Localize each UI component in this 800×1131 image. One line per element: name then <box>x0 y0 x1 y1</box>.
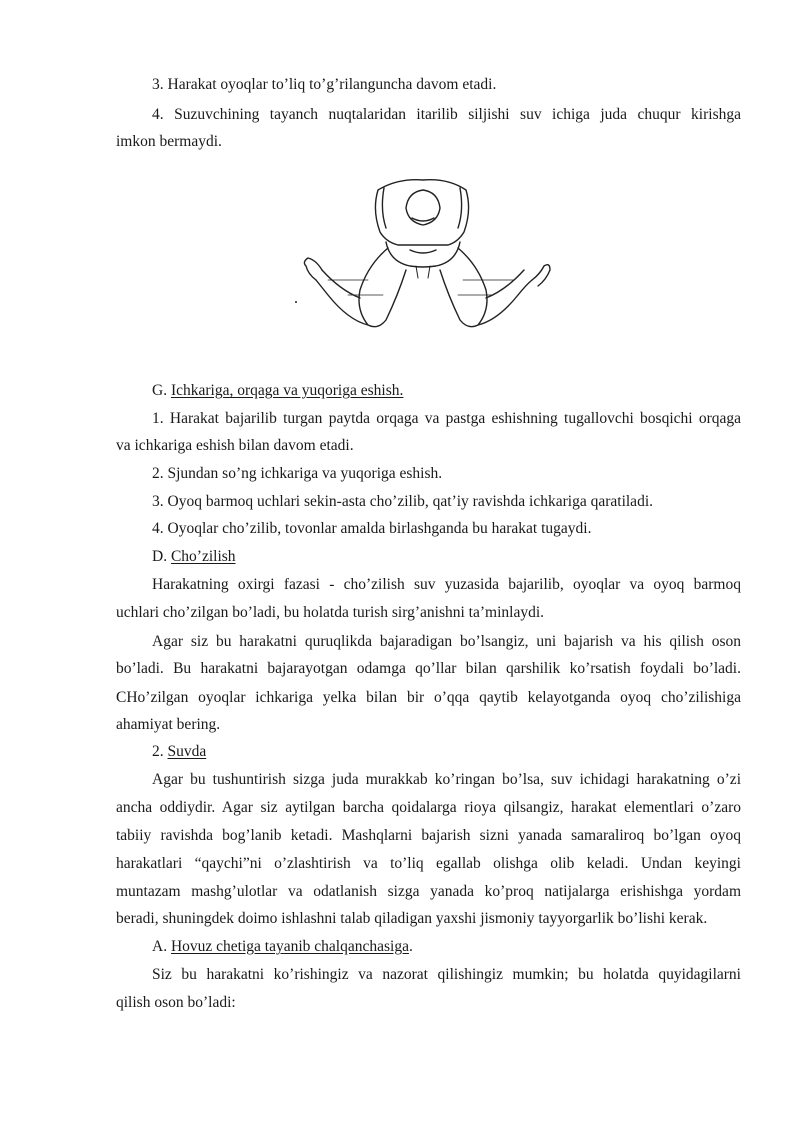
paragraph-line: CHo’zilgan oyoqlar ichkariga yelka bilan bir o’qqa qaytib kelayotganda oyoq cho’zilishiga <box>116 689 741 706</box>
section-g-title: Ichkariga, orqaga va yuqoriga eshish. <box>170 382 404 399</box>
g-list-item-2: 2. Sjundan so’ng ichkariga va yuqoriga eshish. <box>152 465 443 482</box>
section-a-period: . <box>408 938 413 955</box>
section-heading-suvda <box>152 742 741 762</box>
g-list-item-3: 3. Oyoq barmoq uchlari sekin-asta cho’zilib, qat’iy ravishda ichkariga qaratiladi. <box>152 493 653 510</box>
section-a-title: Hovuz chetiga tayanib chalqanchasiga <box>170 938 409 955</box>
paragraph-line: harakatlari “qaychi”ni o’zlashtirish va to’liq egallab olishga olib keladi. Undan keyingi <box>116 855 741 872</box>
section-suvda-title: Suvda <box>167 743 207 760</box>
section-d-title: Cho’zilish <box>170 548 236 565</box>
section-a-prefix: A. <box>152 938 171 955</box>
section-g-prefix: G. <box>152 382 171 399</box>
g-list-item-1-cont: va ichkariga eshish bilan davom etadi. <box>116 437 354 454</box>
paragraph-line: ahamiyat bering. <box>116 716 221 733</box>
paragraph-line: uchlari cho’zilgan bo’ladi, bu holatda turish sirg’anishni ta’minlaydi. <box>116 604 545 621</box>
list-item-3: 3. Harakat oyoqlar to’liq to’g’rilanguncha davom etadi. <box>152 76 497 93</box>
section-heading-g <box>152 381 741 401</box>
list-item-4-cont: imkon bermaydi. <box>116 133 222 150</box>
paragraph-line: bo’ladi. Bu harakatni bajarayotgan odamga qo’llar bilan qarshilik ko’rsatish foydali bo’ladi. <box>116 660 741 677</box>
section-suvda-prefix: 2. <box>152 743 168 760</box>
paragraph-line: Siz bu harakatni ko’rishingiz va nazorat qilishingiz mumkin; bu holatda quyidagilarni <box>152 966 741 983</box>
section-heading-a <box>152 937 741 957</box>
paragraph-line: ancha oddiydir. Agar siz aytilgan barcha qoidalarga rioya qilsangiz, harakat elementlari o’zaro <box>116 799 741 816</box>
section-d-prefix: D. <box>152 548 171 565</box>
g-list-item-1: 1. Harakat bajarilib turgan paytda orqaga va pastga eshishning tugallovchi bosqichi orqaga <box>152 410 741 427</box>
section-heading-d <box>152 547 741 567</box>
paragraph-line: qilish oson bo’ladi: <box>116 994 236 1011</box>
paragraph-line: Harakatning oxirgi fazasi - cho’zilish suv yuzasida bajarilib, oyoqlar va oyoq barmoq <box>152 576 741 593</box>
paragraph-line: tabiiy ravishda bog’lanib ketadi. Mashqlarni bajarish sizni yanada samaraliroq bo’lgan oyoq <box>116 827 741 844</box>
g-list-item-4: 4. Oyoqlar cho’zilib, tovonlar amalda birlashganda bu harakat tugaydi. <box>152 520 592 537</box>
paragraph-line: muntazam mashg’ulotlar va odatlanish sizga yanada ko’proq natijalarga erishishga yordam <box>116 883 741 900</box>
paragraph-line: Agar bu tushuntirish sizga juda murakkab ko’ringan bo’lsa, suv ichidagi harakatning o’zi <box>152 771 741 788</box>
list-item-4: 4. Suzuvchining tayanch nuqtalaridan itarilib siljishi suv ichiga juda chuqur kirishga <box>152 106 741 123</box>
paragraph-line: Agar siz bu harakatni quruqlikda bajaradigan bo’lsangiz, uni bajarish va his qilish oson <box>152 633 741 650</box>
paragraph-line: beradi, shuningdek doimo ishlashni talab qiladigan yaxshi jismoniy tayyorgarlik bo’lishi kerak. <box>116 910 708 927</box>
swimmer-leg-illustration <box>288 170 558 350</box>
